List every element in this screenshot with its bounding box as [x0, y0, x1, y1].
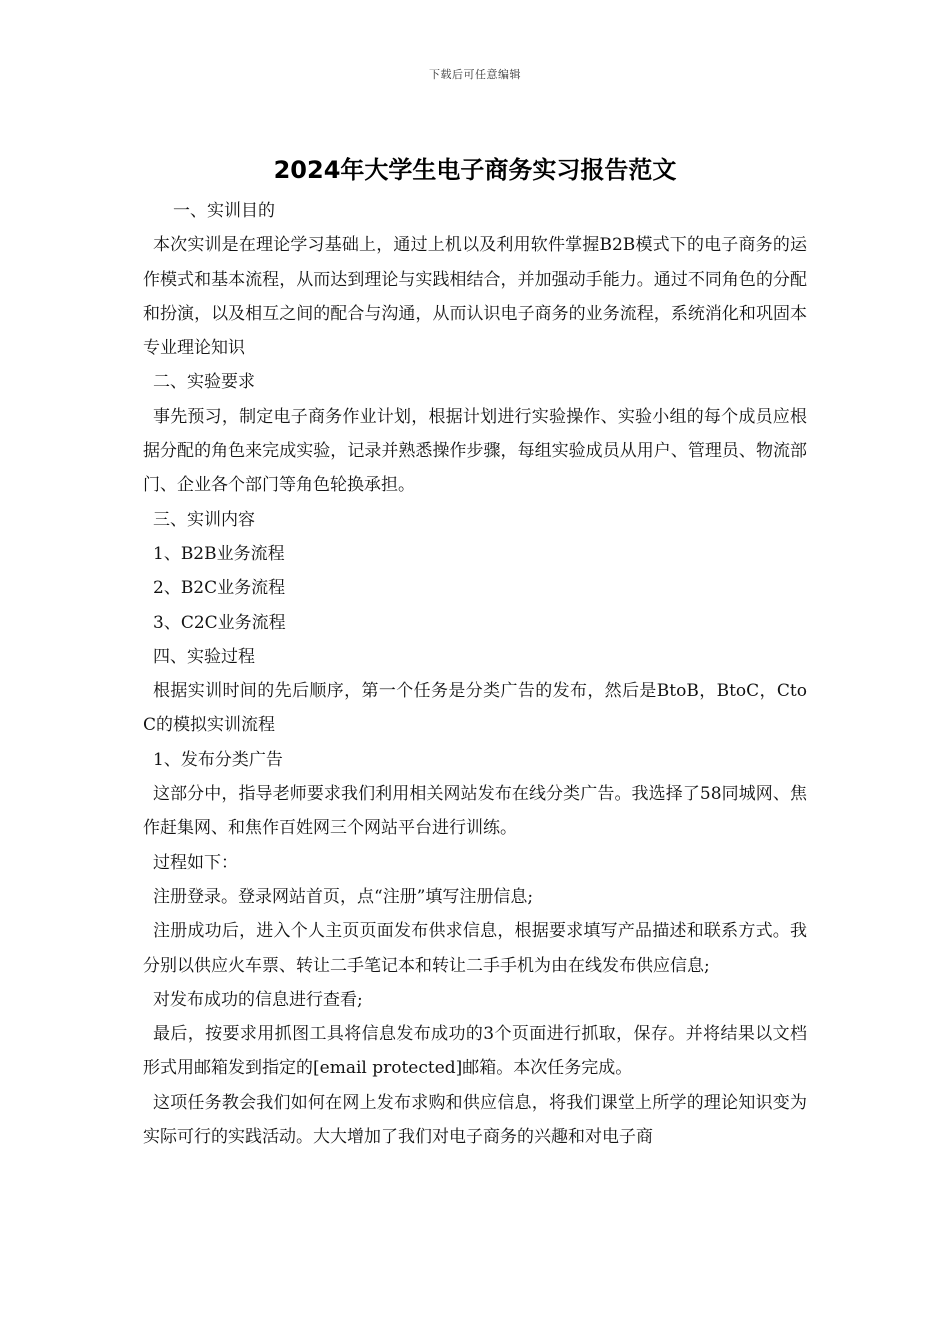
body-paragraph: 这项任务教会我们如何在网上发布求购和供应信息，将我们课堂上所学的理论知识变为实际可行的实践活动。大大增加了我们对电子商务的兴趣和对电子商	[143, 1092, 807, 1148]
document-title: 2024年大学生电子商务实习报告范文	[273, 156, 677, 184]
page-header-note: 下载后可任意编辑	[429, 68, 521, 81]
section-heading: 二、实验要求	[153, 372, 255, 393]
section-heading: 三、实训内容	[153, 509, 255, 530]
list-item: 1、B2B业务流程	[153, 543, 285, 564]
body-paragraph: 这部分中，指导老师要求我们利用相关网站发布在线分类广告。我选择了58同城网、焦作赶集网、和焦作百姓网三个网站平台进行训练。	[143, 784, 807, 839]
section-heading: 四、实验过程	[153, 646, 255, 667]
document-body	[143, 194, 807, 1154]
list-item: 3、C2C业务流程	[153, 612, 286, 633]
body-paragraph: 本次实训是在理论学习基础上，通过上机以及利用软件掌握B2B模式下的电子商务的运作模式和基本流程，从而达到理论与实践相结合，并加强动手能力。通过不同角色的分配和扮演，以及相互之间的配合与沟通，从而认识电子商务的业务流程，系统消化和巩固本专业理论知识	[143, 235, 807, 359]
body-paragraph: 对发布成功的信息进行查看;	[153, 989, 363, 1010]
section-heading: 一、实训目的	[173, 201, 275, 221]
body-paragraph: 事先预习，制定电子商务作业计划，根据计划进行实验操作、实验小组的每个成员应根据分配的角色来完成实验，记录并熟悉操作步骤，每组实验成员从用户、管理员、物流部门、企业各个部门等角色轮换承担。	[143, 406, 807, 496]
body-paragraph: 最后，按要求用抓图工具将信息发布成功的3个页面进行抓取，保存。并将结果以文档形式用邮箱发到指定的[email protected]邮箱。本次任务完成。	[143, 1024, 807, 1079]
subsection-heading: 1、发布分类广告	[153, 749, 283, 770]
body-paragraph: 根据实训时间的先后顺序，第一个任务是分类广告的发布，然后是BtoB，BtoC，CtoC的模拟实训流程	[143, 681, 807, 736]
body-paragraph: 注册登录。登录网站首页，点“注册”填写注册信息;	[153, 886, 534, 907]
list-item: 2、B2C业务流程	[153, 578, 286, 599]
body-paragraph: 过程如下：	[153, 852, 238, 873]
body-paragraph: 注册成功后，进入个人主页页面发布供求信息，根据要求填写产品描述和联系方式。我分别以供应火车票、转让二手笔记本和转让二手手机为由在线发布供应信息;	[143, 921, 807, 976]
